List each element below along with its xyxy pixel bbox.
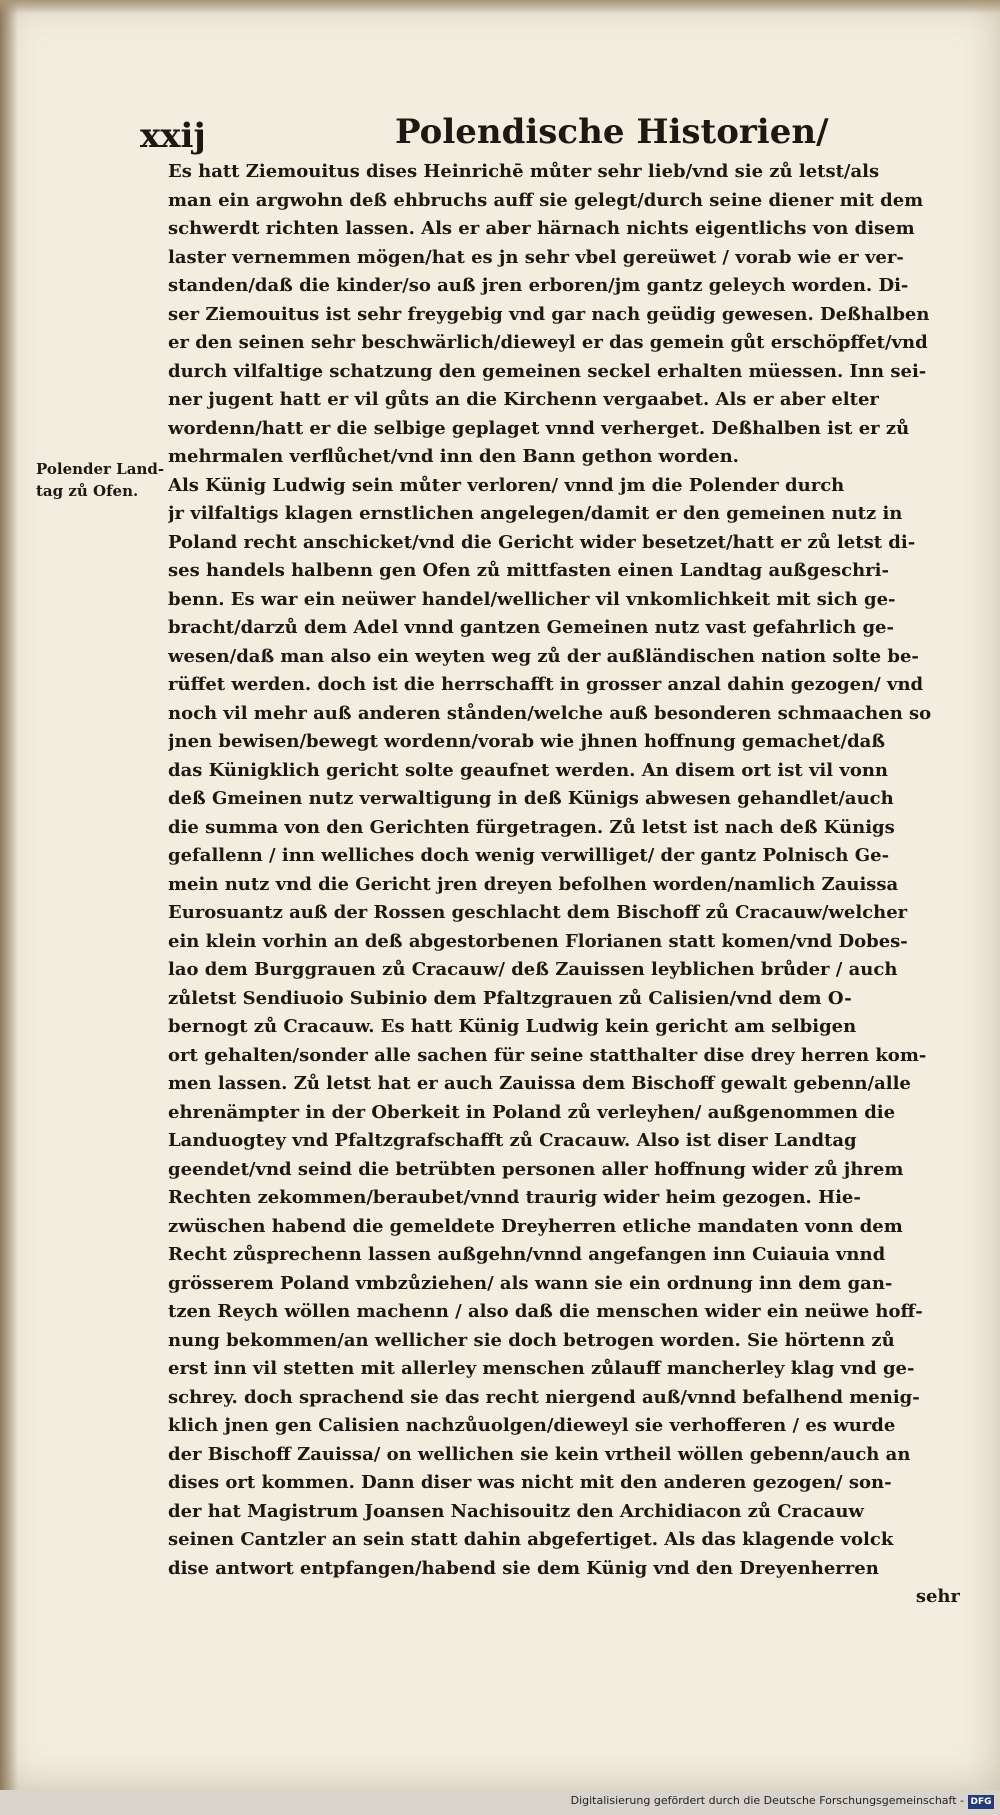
text-line: men lassen. Zů letst hat er auch Zauissa dem Bischoff gewalt gebenn/alle: [168, 1073, 911, 1094]
text-line: wesen/daß man also ein weyten weg zů der außländischen nation solte be-: [168, 645, 919, 667]
text-line: wordenn/hatt er die selbige geplaget vnnd verherget. Deßhalben ist er zů: [168, 417, 910, 439]
text-line: der Bischoff Zauissa/ on wellichen sie kein vrtheil wöllen gebenn/auch an: [168, 1443, 911, 1465]
text-line: schwerdt richten lassen. Als er aber härnach nichts eigentlichs von disem: [168, 218, 915, 239]
text-line: dises ort kommen. Dann diser was nicht mit den anderen gezogen/ son-: [168, 1472, 892, 1493]
text-line: schrey. doch sprachend sie das recht niergend auß/vnnd befalhend menig-: [168, 1386, 920, 1408]
text-line: die summa von den Gerichten fürgetragen. Zů letst ist nach deß Künigs: [168, 816, 895, 838]
text-line: Eurosuantz auß der Rossen geschlacht dem Bischoff zů Cracauw/welcher: [168, 902, 908, 923]
text-line: jnen bewisen/bewegt wordenn/vorab wie jhnen hoffnung gemachet/daß: [168, 731, 885, 752]
text-line: grösserem Poland vmbzůziehen/ als wann sie ein ordnung inn dem gan-: [168, 1272, 893, 1294]
text-line: das Künigklich gericht solte geaufnet werden. An disem ort ist vil vonn: [168, 759, 888, 781]
text-line: mein nutz vnd die Gericht jren dreyen befolhen worden/namlich Zauissa: [168, 873, 899, 895]
text-line: gefallenn / inn welliches doch wenig verwilliget/ der gantz Polnisch Ge-: [168, 845, 890, 866]
text-line: Es hatt Ziemouitus dises Heinrichē můter sehr lieb/vnd sie zů letst/als: [168, 161, 880, 182]
text-line: ses handels halbenn gen Ofen zů mittfasten einen Landtag außgeschri-: [168, 560, 889, 581]
text-line: klich jnen gen Calisien nachzůuolgen/dieweyl sie verhofferen / es wurde: [168, 1415, 896, 1436]
dfg-logo: DFG: [968, 1795, 994, 1809]
marginal-note-line: tag zů Ofen.: [36, 482, 139, 500]
text-line: rüffet werden. doch ist die herrschafft in grosser anzal dahin gezogen/ vnd: [168, 674, 924, 695]
text-line: dise antwort entpfangen/habend sie dem Künig vnd den Dreyenherren: [168, 1557, 879, 1579]
text-line: ein klein vorhin an deß abgestorbenen Florianen statt komen/vnd Dobes-: [168, 930, 908, 952]
text-line: noch vil mehr auß anderen stånden/welche auß besonderen schmaachen so: [168, 702, 932, 724]
text-line: Rechten zekommen/beraubet/vnnd traurig wider heim gezogen. Hie-: [168, 1187, 861, 1208]
text-line: er den seinen sehr beschwärlich/dieweyl er das gemein gůt erschöpffet/vnd: [168, 332, 928, 353]
text-line: ort gehalten/sonder alle sachen für seine statthalter dise drey herren kom-: [168, 1044, 927, 1066]
text-line: deß Gmeinen nutz verwaltigung in deß Künigs abwesen gehandlet/auch: [168, 788, 894, 809]
catchword: sehr: [915, 1586, 960, 1607]
page-header: [140, 112, 960, 158]
text-line: benn. Es war ein neüwer handel/wellicher vil vnkomlichkeit mit sich ge-: [168, 588, 896, 610]
text-line: jr vilfaltigs klagen ernstlichen angelegen/damit er den gemeinen nutz in: [168, 503, 903, 524]
text-line: Poland recht anschicket/vnd die Gericht wider besetzet/hatt er zů letst di-: [168, 531, 916, 553]
page-top-shadow: [0, 0, 1000, 14]
running-title: Polendische Historien/: [395, 112, 829, 152]
text-line: man ein argwohn deß ehbruchs auff sie gelegt/durch seine diener mit dem: [168, 189, 924, 211]
text-line: durch vilfaltige schatzung den gemeinen seckel erhalten müessen. Inn sei-: [168, 360, 927, 382]
text-line: seinen Cantzler an sein statt dahin abgefertiget. Als das klagende volck: [168, 1529, 894, 1550]
text-line: Landuogtey vnd Pfaltzgrafschafft zů Cracauw. Also ist diser Landtag: [168, 1130, 857, 1151]
text-line: lao dem Burggrauen zů Cracauw/ deß Zauissen leyblichen brůder / auch: [168, 959, 898, 980]
footer-credit: Digitalisierung gefördert durch die Deutsche Forschungsgemeinschaft -: [570, 1794, 964, 1807]
text-line: Als Künig Ludwig sein můter verloren/ vnnd jm die Polender durch: [168, 474, 845, 496]
text-line: der hat Magistrum Joansen Nachisouitz den Archidiacon zů Cracauw: [168, 1500, 864, 1522]
text-line: ser Ziemouitus ist sehr freygebig vnd gar nach geüdig gewesen. Deßhalben: [168, 303, 930, 325]
text-line: tzen Reych wöllen machenn / also daß die menschen wider ein neüwe hoff-: [168, 1301, 923, 1322]
text-line: ehrenämpter in der Oberkeit in Poland zů verleyhen/ außgenommen die: [168, 1101, 896, 1123]
marginal-note-line: Polender Land-: [36, 460, 165, 478]
text-line: bernogt zů Cracauw. Es hatt Künig Ludwig kein gericht am selbigen: [168, 1016, 857, 1037]
text-line: mehrmalen verflůchet/vnd inn den Bann gethon worden.: [168, 446, 739, 467]
folio-number: xxij: [140, 116, 206, 156]
text-line: ner jugent hatt er vil gůts an die Kirchenn vergaabet. Als er aber elter: [168, 389, 879, 410]
page-gutter-shadow: [0, 0, 18, 1790]
text-line: zůletst Sendiuoio Subinio dem Pfaltzgrauen zů Calisien/vnd dem O-: [168, 987, 852, 1009]
text-line: nung bekommen/an wellicher sie doch betrogen worden. Sie hörtenn zů: [168, 1329, 895, 1351]
body-text: [168, 158, 960, 1612]
text-line: laster vernemmen mögen/hat es jn sehr vbel gereüwet / vorab wie er ver-: [168, 246, 904, 268]
text-line: geendet/vnd seind die betrübten personen aller hoffnung wider zů jhrem: [168, 1158, 904, 1180]
text-line: standen/daß die kinder/so auß jren erboren/jm gantz geleych worden. Di-: [168, 275, 909, 296]
footer-bar: [0, 1790, 1000, 1815]
marginal-note: [36, 458, 165, 502]
text-line: Recht zůsprechenn lassen außgehn/vnnd angefangen inn Cuiauia vnnd: [168, 1244, 886, 1265]
text-line: bracht/darzů dem Adel vnnd gantzen Gemeinen nutz vast gefahrlich ge-: [168, 617, 894, 638]
text-line: erst inn vil stetten mit allerley menschen zůlauff mancherley klag vnd ge-: [168, 1358, 915, 1379]
text-line: zwüschen habend die gemeldete Dreyherren etliche mandaten vonn dem: [168, 1215, 903, 1237]
